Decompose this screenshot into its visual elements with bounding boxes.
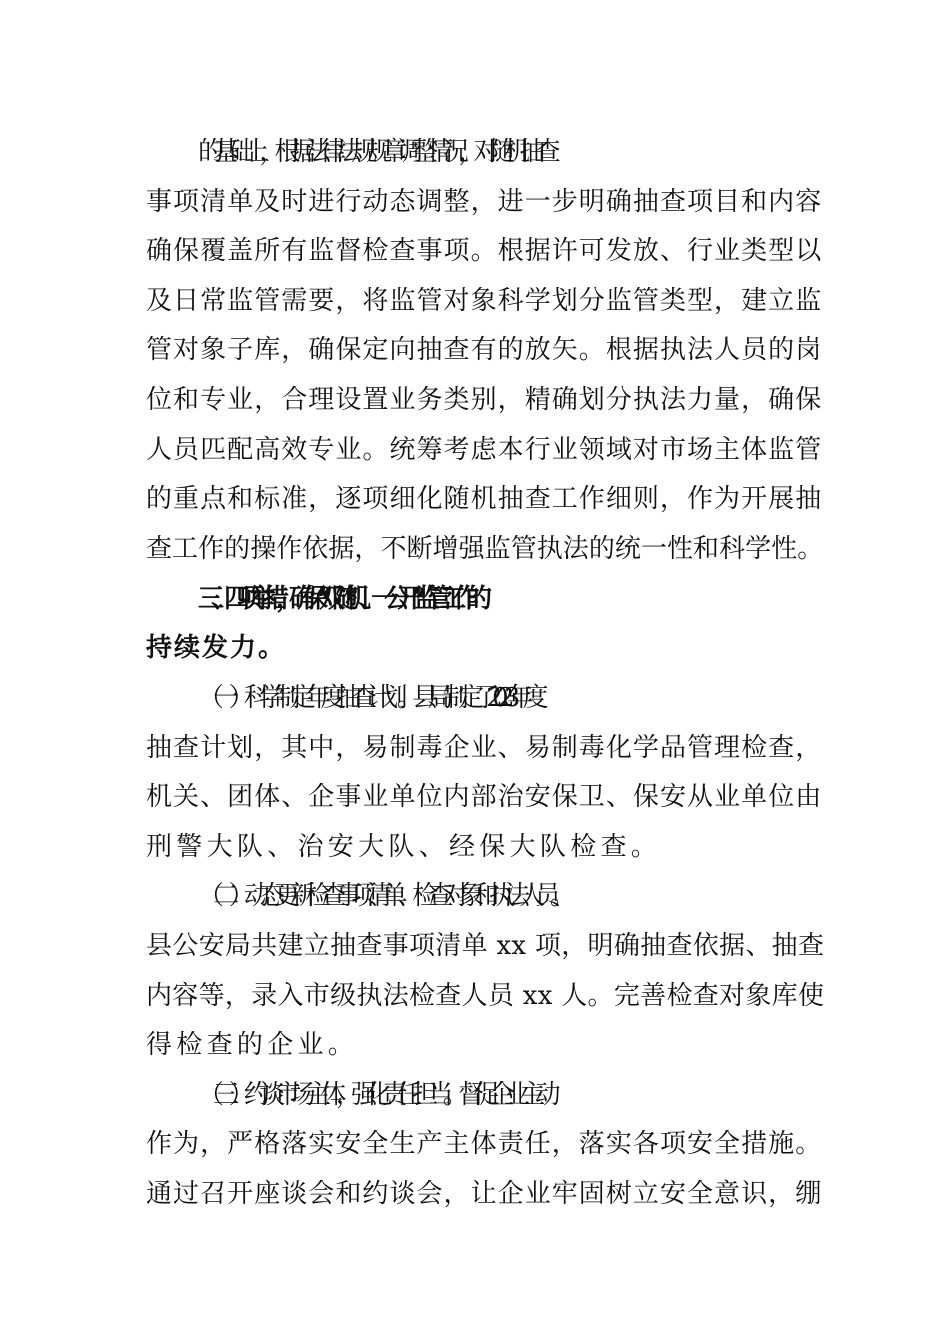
section-heading: 三、四项举措，确保“双随机、一公开”监管工作的 [198, 584, 480, 614]
paragraph-line: 得检查的企业。 [146, 1030, 359, 1060]
paragraph-line: 事项清单及时进行动态调整，进一步明确抽查项目和内容 [146, 187, 823, 217]
paragraph-line: 内容等，录入市级执法检查人员 xx 人。完善检查对象库使 [146, 981, 825, 1011]
paragraph-line: 的重点和标准，逐项细化随机抽查工作细则，作为开展抽 [146, 484, 823, 514]
paragraph-line: 确保覆盖所有监督检查事项。根据许可发放、行业类型以 [146, 236, 823, 266]
section-heading-continued: 持续发力。 [146, 633, 287, 663]
paragraph-line: （三）约谈市场主体，强化责任担当。督促企业主动 [198, 1080, 550, 1110]
paragraph-line: 查工作的操作依据，不断增强监管执法的统一性和科学性。 [146, 534, 824, 564]
paragraph-line: （一）科学制定年度抽查计划。县局制定了 2023 年度 [198, 683, 538, 713]
paragraph-line: （二）动态更新检查事项清单、检查对象和执法人员。 [198, 881, 566, 911]
paragraph-line: 刑警大队、治安大队、经保大队检查。 [146, 832, 662, 862]
paragraph-line: 及日常监管需要，将监管对象科学划分监管类型，建立监 [146, 286, 823, 316]
paragraph-line: 管对象子库，确保定向抽查有的放矢。根据执法人员的岗 [146, 335, 823, 365]
paragraph-line: 位和专业，合理设置业务类别，精确划分执法力量，确保 [146, 385, 823, 415]
paragraph-line: 的基础上，根据法律法规规章调整情况，对随机抽查 [198, 137, 550, 167]
paragraph-line: 作为，严格落实安全生产主体责任，落实各项安全措施。 [146, 1129, 823, 1159]
paragraph-line: 抽查计划，其中，易制毒企业、易制毒化学品管理检查， [146, 733, 823, 763]
paragraph-line: 县公安局共建立抽查事项清单 xx 项，明确抽查依据、抽查 [146, 931, 825, 961]
paragraph-line: 人员匹配高效专业。统筹考虑本行业领域对市场主体监管 [146, 435, 823, 465]
paragraph-line: 机关、团体、企事业单位内部治安保卫、保安从业单位由 [146, 782, 823, 812]
paragraph-line: 通过召开座谈会和约谈会，让企业牢固树立安全意识，绷 [146, 1179, 823, 1209]
